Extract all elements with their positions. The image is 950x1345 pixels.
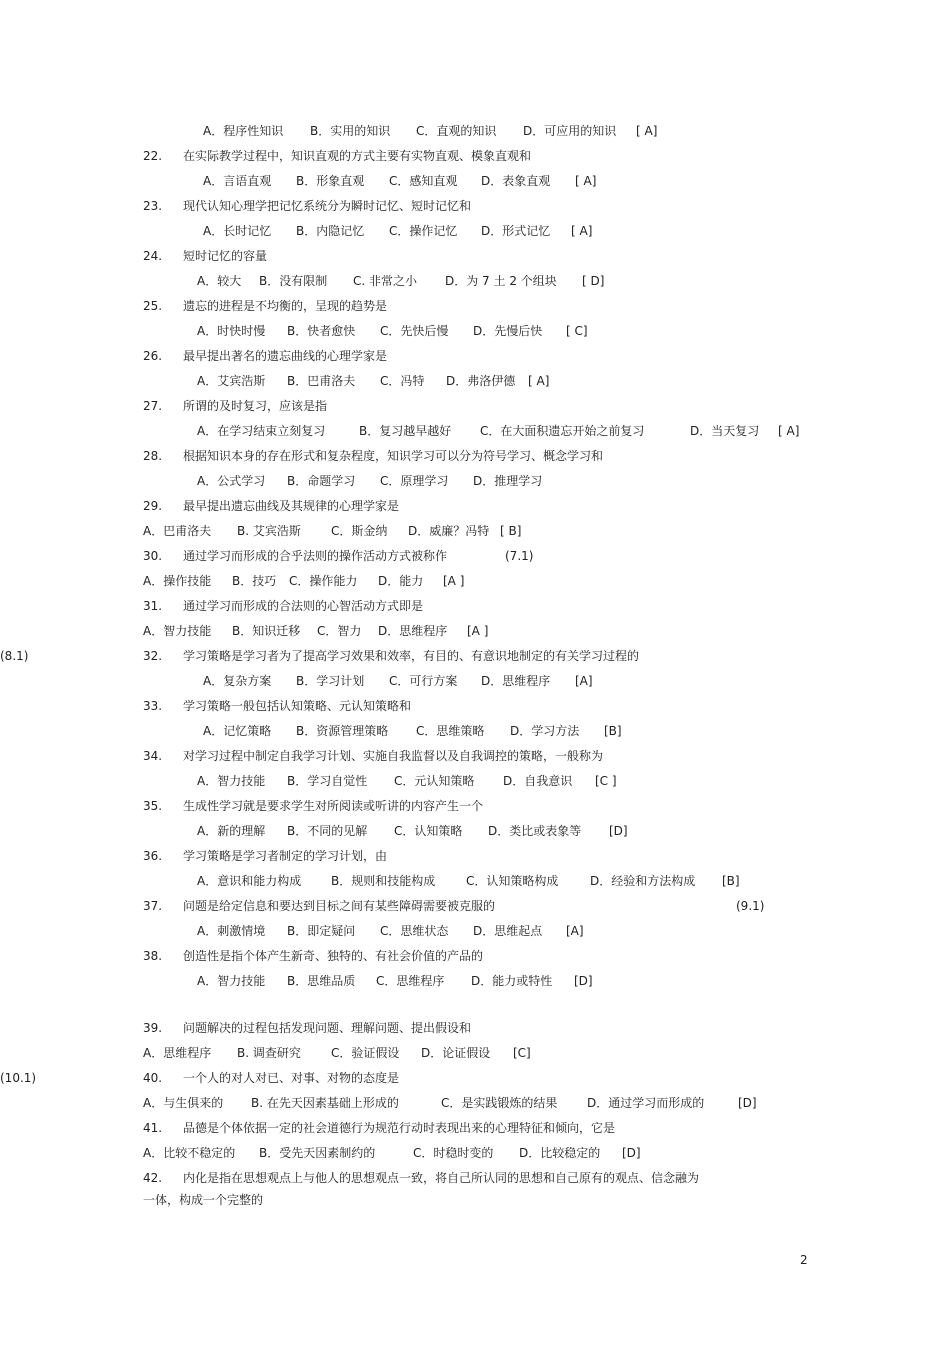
option-b: B．实用的知识 [310,124,391,138]
answer-key: [B] [722,874,740,888]
option-d: D．能力 [378,574,424,588]
option-b: B．知识迁移 [232,624,301,638]
question-number: 30. [143,549,163,563]
option-d: D．思维程序 [378,624,448,638]
option-a: A．较大 [197,274,242,288]
option-d: D．推理学习 [473,474,543,488]
option-c: C．操作记忆 [389,224,458,238]
question-stem: 学习策略是学习者制定的学习计划，由 [183,849,388,863]
option-b: B. 艾宾浩斯 [237,524,301,538]
option-d: D．经验和方法构成 [590,874,696,888]
option-c: C. 非常之小 [353,274,418,288]
question-stem-continuation: 一体，构成一个完整的 [143,1193,264,1207]
answer-key: [ A] [778,424,800,438]
question-number: 33. [143,699,163,713]
option-c: C．原理学习 [380,474,449,488]
option-d: D．表象直观 [481,174,551,188]
question-number: 24. [143,249,163,263]
option-b: B．资源管理策略 [296,724,389,738]
option-c: C．感知直观 [389,174,458,188]
question-stem: 品德是个体依据一定的社会道德行为规范行动时表现出来的心理特征和倾向，它是 [183,1121,616,1135]
question-stem: 一个人的对人对已、对事、对物的态度是 [183,1071,400,1085]
answer-key: [ A] [528,374,550,388]
option-b: B．内隐记忆 [296,224,365,238]
answer-key: [D] [622,1146,641,1160]
answer-key: [ B] [500,524,522,538]
option-c: C．元认知策略 [394,774,475,788]
option-d: D．当天复习 [690,424,760,438]
answer-key: [C ] [595,774,617,788]
option-d: D．类比或表象等 [488,824,582,838]
option-c: C．思维程序 [376,974,445,988]
page-number: 2 [800,1253,808,1267]
option-a: A．操作技能 [143,574,212,588]
option-b: B．快者愈快 [287,324,356,338]
question-stem: 学习策略是学习者为了提高学习效果和效率，有目的、有意识地制定的有关学习过程的 [183,649,640,663]
question-stem: 通过学习而形成的合法则的心智活动方式即是 [183,599,424,613]
option-a: A．与生俱来的 [143,1096,224,1110]
option-a: A．在学习结束立刻复习 [197,424,326,438]
question-stem: 内化是指在思想观点上与他人的思想观点一致，将自己所认同的思想和自己原有的观点、信念融为 [183,1171,700,1185]
answer-key: [D] [738,1096,757,1110]
answer-key: [A] [575,674,593,688]
option-b: B．受先天因素制约的 [259,1146,376,1160]
option-d: D．先慢后快 [473,324,543,338]
question-number: 29. [143,499,163,513]
option-a: A．艾宾浩斯 [197,374,266,388]
option-c: C．验证假设 [331,1046,400,1060]
question-stem: 生成性学习就是要求学生对所阅读或听讲的内容产生一个 [183,799,484,813]
option-a: A．记忆策略 [203,724,272,738]
option-d: D．为 7 土 2 个组块 [445,274,557,288]
question-stem: 在实际教学过程中，知识直观的方式主要有实物直观、模象直观和 [183,149,532,163]
option-b: B．学习计划 [296,674,365,688]
option-a: A．智力技能 [197,974,266,988]
option-d: D．学习方法 [510,724,580,738]
question-number: 25. [143,299,163,313]
option-c: C．可行方案 [389,674,458,688]
option-c: C．在大面积遗忘开始之前复习 [480,424,645,438]
question-number: 37. [143,899,163,913]
answer-key: [A ] [467,624,489,638]
option-d: D．思维程序 [481,674,551,688]
answer-key: [B] [604,724,622,738]
option-c: C．思维策略 [416,724,485,738]
option-d: D．可应用的知识 [523,124,617,138]
section-reference: (10.1) [0,1071,37,1085]
option-c: C．直观的知识 [416,124,497,138]
option-c: C．先快后慢 [380,324,449,338]
option-b: B. 在先天因素基础上形成的 [251,1096,399,1110]
option-a: A．智力技能 [143,624,212,638]
answer-key: [ D] [582,274,605,288]
option-b: B．技巧 [232,574,277,588]
question-number: 42. [143,1171,163,1185]
question-stem: 现代认知心理学把记忆系统分为瞬时记忆、短时记忆和 [183,199,472,213]
question-stem: 根据知识本身的存在形式和复杂程度，知识学习可以分为符号学习、概念学习和 [183,449,604,463]
answer-key: [A] [566,924,584,938]
option-a: A．程序性知识 [203,124,284,138]
answer-key: [C] [513,1046,531,1060]
option-a: A．公式学习 [197,474,266,488]
option-b: B．巴甫洛夫 [287,374,356,388]
question-stem: 最早提出遗忘曲线及其规律的心理学家是 [183,499,400,513]
question-stem: 对学习过程中制定自我学习计划、实施自我监督以及自我调控的策略，一般称为 [183,749,604,763]
answer-key: [A ] [443,574,465,588]
option-a: A．复杂方案 [203,674,272,688]
option-a: A．意识和能力构成 [197,874,302,888]
question-number: 40. [143,1071,163,1085]
option-a: A．智力技能 [197,774,266,788]
option-d: D．弗洛伊德 [446,374,516,388]
question-number: 31. [143,599,163,613]
section-reference: (7.1) [505,549,534,563]
section-reference: (9.1) [736,899,765,913]
option-d: D．自我意识 [503,774,573,788]
question-number: 34. [143,749,163,763]
question-stem: 创造性是指个体产生新奇、独特的、有社会价值的产品的 [183,949,484,963]
answer-key: [ A] [571,224,593,238]
question-number: 26. [143,349,163,363]
question-number: 32. [143,649,163,663]
option-d: D．威廉？冯特 [408,524,490,538]
option-c: C．时稳时变的 [413,1146,494,1160]
option-b: B．形象直观 [296,174,365,188]
option-b: B．命题学习 [287,474,356,488]
question-stem: 学习策略一般包括认知策略、元认知策略和 [183,699,412,713]
question-stem: 问题解决的过程包括发现问题、理解问题、提出假设和 [183,1021,472,1035]
option-c: C．认知策略构成 [466,874,559,888]
question-stem: 问题是给定信息和要达到目标之间有某些障碍需要被克服的 [183,899,496,913]
question-stem: 最早提出著名的遗忘曲线的心理学家是 [183,349,388,363]
option-c: C．是实践锻炼的结果 [441,1096,558,1110]
question-number: 22. [143,149,163,163]
option-a: A．比较不稳定的 [143,1146,236,1160]
option-a: A．思维程序 [143,1046,212,1060]
option-a: A．新的理解 [197,824,266,838]
option-d: D．通过学习而形成的 [587,1096,705,1110]
option-c: C．智力 [317,624,362,638]
answer-key: [ A] [575,174,597,188]
option-a: A．时快时慢 [197,324,266,338]
option-b: B．学习自觉性 [287,774,368,788]
option-d: D．能力或特性 [471,974,553,988]
question-number: 38. [143,949,163,963]
option-c: C．操作能力 [289,574,358,588]
question-number: 23. [143,199,163,213]
option-c: C．认知策略 [394,824,463,838]
option-c: C．冯特 [380,374,425,388]
option-b: B．思维品质 [287,974,356,988]
answer-key: [D] [574,974,593,988]
answer-key: [ C] [566,324,588,338]
question-stem: 遗忘的进程是不均衡的，呈现的趋势是 [183,299,388,313]
section-reference: (8.1) [0,649,29,663]
option-b: B．即定疑问 [287,924,356,938]
question-number: 27. [143,399,163,413]
question-number: 35. [143,799,163,813]
answer-key: [D] [609,824,628,838]
option-d: D．形式记忆 [481,224,551,238]
option-c: C．思维状态 [380,924,449,938]
option-b: B．规则和技能构成 [331,874,436,888]
question-number: 28. [143,449,163,463]
question-number: 41. [143,1121,163,1135]
option-b: B．复习越早越好 [359,424,452,438]
option-c: C．斯金纳 [331,524,388,538]
option-a: A．长时记忆 [203,224,272,238]
option-b: B．没有限制 [259,274,328,288]
answer-key: [ A] [636,124,658,138]
question-stem: 所谓的及时复习，应该是指 [183,399,328,413]
option-a: A．巴甫洛夫 [143,524,212,538]
option-b: B. 调查研究 [237,1046,301,1060]
option-a: A．言语直观 [203,174,272,188]
option-b: B．不同的见解 [287,824,368,838]
question-stem: 通过学习而形成的合乎法则的操作活动方式被称作 [183,549,448,563]
option-d: D．比较稳定的 [519,1146,601,1160]
option-d: D．论证假设 [421,1046,491,1060]
question-number: 39. [143,1021,163,1035]
question-stem: 短时记忆的容量 [183,249,268,263]
question-number: 36. [143,849,163,863]
option-a: A．刺激情境 [197,924,266,938]
option-d: D．思维起点 [473,924,543,938]
